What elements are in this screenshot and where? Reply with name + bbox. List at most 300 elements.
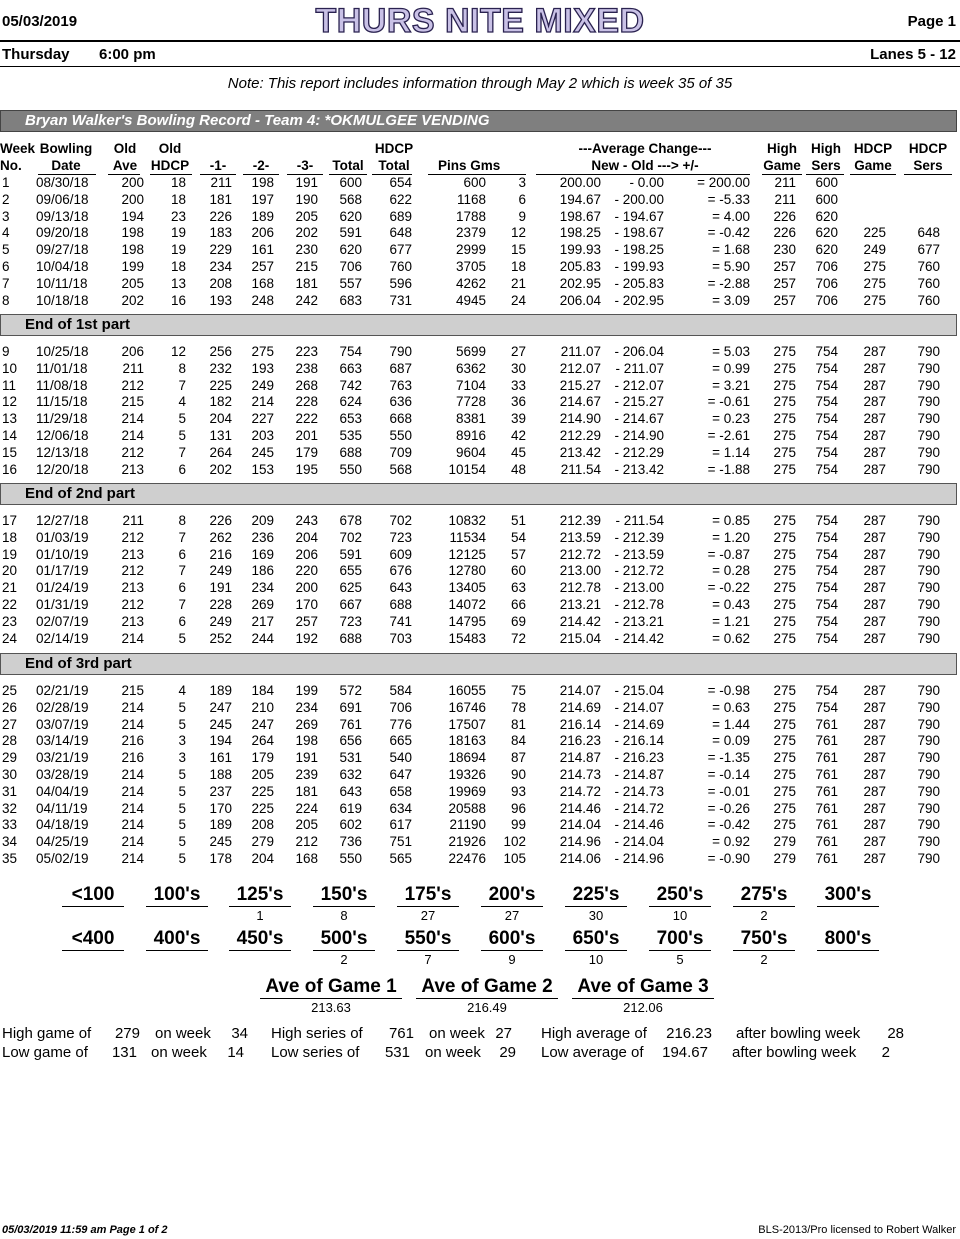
cell-old-ave-chg: - 214.04 — [614, 834, 664, 850]
cell-total: 572 — [339, 683, 362, 698]
cell-game1: 245 — [209, 716, 232, 732]
cell-week: 4 — [2, 225, 10, 241]
cell-new-ave: 214.90 — [559, 411, 601, 427]
cell-high-sers: 620 — [815, 242, 838, 258]
subheader-rule — [0, 66, 960, 67]
cell-hdcp-game: 287 — [863, 344, 886, 359]
part-label: End of 2nd part — [25, 485, 135, 502]
col-head-hdcp_total-2: Total — [378, 158, 410, 173]
col-head-hdcp_game-2: Game — [854, 158, 892, 173]
cell-hdcp-game: 275 — [863, 292, 886, 308]
cell-old-ave: 214 — [121, 699, 144, 715]
cell-hdcp-sers: 790 — [917, 716, 940, 732]
cell-hdcp-sers: 790 — [917, 834, 940, 850]
cell-games: 39 — [510, 411, 526, 427]
cell-games: 42 — [510, 428, 526, 443]
cell-game1: 131 — [209, 428, 232, 443]
cell-hdcp-game: 287 — [863, 546, 886, 562]
cell-hdcp-sers: 790 — [917, 783, 940, 799]
cell-old-ave: 212 — [121, 529, 144, 545]
cell-date: 01/24/19 — [36, 580, 89, 596]
cell-high-sers: 754 — [815, 344, 838, 359]
cell-old-ave-chg: - 211.54 — [615, 513, 664, 528]
cell-new-ave: 206.04 — [559, 292, 601, 308]
series-bin-label: 750's — [740, 928, 788, 949]
cell-ave-delta: = -0.22 — [707, 580, 750, 596]
stat-low-average-label: Low average of — [541, 1044, 644, 1061]
stat-low-average-week-label: after bowling week — [732, 1044, 857, 1061]
game-bin-count: 8 — [340, 908, 348, 923]
cell-week: 8 — [2, 292, 10, 308]
cell-hdcp-game: 275 — [863, 259, 886, 274]
cell-high-sers: 754 — [815, 699, 838, 715]
cell-old-hdcp: 3 — [178, 750, 186, 766]
cell-old-ave-chg: - 211.07 — [615, 360, 664, 376]
cell-ave-delta: = -0.90 — [707, 851, 750, 866]
cell-pins: 10154 — [448, 461, 486, 477]
cell-total: 625 — [339, 580, 362, 596]
cell-new-ave: 194.67 — [559, 191, 601, 207]
cell-game1: 225 — [209, 377, 232, 393]
cell-games: 15 — [510, 242, 526, 258]
cell-total: 663 — [339, 360, 362, 376]
cell-game3: 205 — [295, 817, 318, 833]
cell-high-sers: 620 — [815, 225, 838, 241]
stat-high-series-week: 27 — [495, 1025, 512, 1042]
game-bin-underline — [313, 906, 375, 907]
cell-high-sers: 754 — [815, 683, 838, 698]
cell-game1: 249 — [209, 613, 232, 629]
cell-date: 12/27/18 — [36, 513, 89, 528]
cell-ave-delta: = 3.21 — [712, 377, 750, 393]
cell-game2: 197 — [251, 191, 274, 207]
game-bin-underline — [565, 906, 627, 907]
cell-games: 12 — [510, 225, 526, 241]
cell-game1: 211 — [210, 175, 232, 190]
table-row — [0, 750, 960, 766]
cell-date: 10/25/18 — [36, 344, 89, 359]
cell-week: 20 — [2, 563, 18, 579]
cell-total: 691 — [339, 699, 362, 715]
cell-old-ave-chg: - 214.96 — [614, 851, 664, 866]
cell-new-ave: 212.07 — [559, 360, 601, 376]
cell-hdcp-sers: 790 — [917, 817, 940, 833]
cell-pins: 600 — [463, 175, 486, 190]
cell-game2: 225 — [251, 800, 274, 816]
stat-low-game-label: Low game of — [2, 1044, 88, 1061]
cell-game1: 249 — [209, 563, 232, 579]
cell-games: 78 — [510, 699, 526, 715]
cell-old-ave-chg: - 214.73 — [614, 783, 664, 799]
cell-old-hdcp: 5 — [178, 800, 186, 816]
cell-date: 12/20/18 — [36, 461, 89, 477]
cell-date: 03/21/19 — [36, 750, 89, 766]
cell-old-hdcp: 4 — [178, 394, 186, 410]
stat-low-series-week-label: on week — [425, 1044, 481, 1061]
cell-old-ave: 215 — [121, 683, 144, 698]
table-row — [0, 175, 960, 191]
cell-pins: 18694 — [448, 750, 486, 766]
stat-low-series-week: 29 — [499, 1044, 516, 1061]
game-bin-label: 175's — [404, 884, 452, 905]
game-bin-count: 1 — [256, 908, 264, 923]
table-row — [0, 225, 960, 241]
cell-new-ave: 214.73 — [559, 767, 601, 782]
cell-old-hdcp: 7 — [178, 563, 186, 579]
cell-game2: 245 — [251, 444, 274, 460]
cell-old-ave-chg: - 0.00 — [629, 175, 664, 190]
cell-hdcp-game: 287 — [863, 360, 886, 376]
cell-game2: 264 — [251, 733, 274, 749]
cell-old-ave: 213 — [121, 580, 144, 596]
cell-game2: 206 — [251, 225, 274, 241]
cell-hdcp-total: 702 — [389, 513, 412, 528]
cell-new-ave: 214.07 — [559, 683, 601, 698]
cell-pins: 10832 — [448, 513, 486, 528]
game-bin-label: 200's — [488, 884, 536, 905]
cell-old-hdcp: 18 — [170, 175, 186, 190]
cell-old-ave-chg: - 212.39 — [614, 529, 664, 545]
cell-week: 12 — [2, 394, 18, 410]
cell-pins: 8381 — [455, 411, 486, 427]
cell-old-ave-chg: - 212.29 — [614, 444, 664, 460]
cell-game1: 234 — [209, 259, 232, 274]
cell-games: 63 — [510, 580, 526, 596]
series-bin-count: 10 — [588, 952, 604, 967]
cell-old-ave: 200 — [121, 175, 144, 190]
cell-game3: 215 — [295, 259, 318, 274]
cell-game3: 239 — [295, 767, 318, 782]
cell-high-game: 275 — [773, 529, 796, 545]
cell-high-game: 257 — [773, 259, 796, 274]
cell-high-sers: 620 — [815, 208, 838, 224]
cell-pins: 8916 — [455, 428, 486, 443]
cell-old-hdcp: 5 — [178, 699, 186, 715]
cell-new-ave: 214.06 — [559, 851, 601, 866]
cell-date: 03/07/19 — [36, 716, 89, 732]
game-bin-count: 10 — [672, 908, 688, 923]
game-bin-count: 27 — [504, 908, 520, 923]
cell-ave-delta: = 0.62 — [712, 630, 750, 646]
cell-high-sers: 761 — [815, 817, 838, 833]
footer-timestamp: 05/03/2019 11:59 am Page 1 of 2 — [2, 1224, 168, 1236]
cell-new-ave: 211.07 — [560, 344, 601, 359]
cell-high-game: 275 — [773, 800, 796, 816]
cell-hdcp-total: 709 — [389, 444, 412, 460]
cell-game2: 210 — [251, 699, 274, 715]
cell-old-hdcp: 6 — [178, 613, 186, 629]
cell-games: 66 — [510, 597, 526, 612]
cell-hdcp-game: 287 — [863, 444, 886, 460]
cell-new-ave: 213.00 — [559, 563, 601, 579]
cell-games: 96 — [510, 800, 526, 816]
cell-old-ave-chg: - 214.69 — [614, 716, 664, 732]
stat-high-game-label: High game of — [2, 1025, 92, 1042]
cell-game3: 200 — [295, 580, 318, 596]
cell-game3: 190 — [295, 191, 318, 207]
cell-ave-delta: = 1.21 — [712, 613, 750, 629]
game-bin-underline — [397, 906, 459, 907]
cell-new-ave: 212.29 — [559, 428, 601, 443]
cell-date: 04/25/19 — [36, 834, 89, 850]
cell-game3: 205 — [295, 208, 318, 224]
cell-game2: 247 — [251, 716, 274, 732]
cell-ave-delta: = -0.87 — [707, 546, 750, 562]
cell-old-hdcp: 5 — [178, 428, 186, 443]
cell-high-game: 275 — [773, 546, 796, 562]
cell-high-sers: 761 — [815, 767, 838, 782]
cell-old-ave-chg: - 213.59 — [614, 546, 664, 562]
cell-games: 87 — [510, 750, 526, 766]
cell-game2: 279 — [251, 834, 274, 850]
cell-games: 102 — [503, 834, 526, 850]
cell-total: 736 — [339, 834, 362, 850]
cell-high-game: 275 — [773, 394, 796, 410]
cell-game1: 245 — [209, 834, 232, 850]
cell-old-ave: 214 — [121, 428, 144, 443]
cell-old-ave: 214 — [121, 800, 144, 816]
cell-high-game: 275 — [773, 750, 796, 766]
cell-total: 624 — [339, 394, 362, 410]
league-lanes: Lanes 5 - 12 — [870, 46, 956, 63]
cell-ave-delta: = -0.01 — [707, 783, 750, 799]
stat-high-series-value: 761 — [388, 1025, 414, 1042]
cell-high-game: 230 — [773, 242, 796, 258]
cell-game2: 193 — [251, 360, 274, 376]
cell-high-sers: 761 — [815, 716, 838, 732]
cell-hdcp-sers: 790 — [917, 733, 940, 749]
cell-game1: 232 — [209, 360, 232, 376]
cell-old-ave-chg: - 205.83 — [614, 275, 664, 291]
cell-high-sers: 754 — [815, 461, 838, 477]
cell-hdcp-total: 668 — [389, 411, 412, 427]
cell-old-hdcp: 7 — [178, 597, 186, 612]
cell-date: 03/28/19 — [36, 767, 89, 782]
cell-hdcp-game: 249 — [863, 242, 886, 258]
cell-ave-delta: = 0.43 — [712, 597, 750, 612]
col-head-high_game-1: High — [767, 141, 797, 156]
cell-high-sers: 754 — [815, 546, 838, 562]
cell-old-ave: 216 — [121, 750, 144, 766]
cell-new-ave: 215.04 — [559, 630, 601, 646]
cell-games: 30 — [510, 360, 526, 376]
cell-game2: 184 — [251, 683, 274, 698]
cell-old-hdcp: 7 — [178, 444, 186, 460]
cell-hdcp-total: 731 — [389, 292, 412, 308]
report-date: 05/03/2019 — [2, 13, 78, 30]
col-head-total: Total — [332, 158, 364, 173]
cell-total: 761 — [339, 716, 362, 732]
cell-hdcp-game: 225 — [863, 225, 886, 241]
cell-total: 656 — [339, 733, 362, 749]
stat-low-game-week-label: on week — [151, 1044, 207, 1061]
table-row — [0, 293, 960, 309]
col-head-old_ave-2: Ave — [112, 158, 138, 173]
cell-games: 27 — [510, 344, 526, 359]
cell-new-ave: 205.83 — [559, 259, 601, 274]
cell-high-game: 275 — [773, 360, 796, 376]
cell-game1: 170 — [209, 800, 232, 816]
col-head-avg-change-1: ---Average Change--- — [578, 141, 712, 156]
cell-date: 11/29/18 — [36, 411, 88, 427]
game-average-underline — [260, 998, 402, 999]
cell-game1: 183 — [209, 225, 232, 241]
game-bin-underline — [146, 906, 208, 907]
cell-new-ave: 212.39 — [559, 513, 601, 528]
series-bin-label: 600's — [488, 928, 536, 949]
cell-hdcp-total: 763 — [389, 377, 412, 393]
table-row — [0, 445, 960, 461]
cell-old-hdcp: 5 — [178, 783, 186, 799]
cell-hdcp-sers: 790 — [917, 360, 940, 376]
cell-old-hdcp: 7 — [178, 377, 186, 393]
cell-games: 99 — [510, 817, 526, 833]
cell-pins: 3705 — [455, 259, 486, 274]
game-bin-underline — [733, 906, 795, 907]
table-row — [0, 733, 960, 749]
cell-hdcp-sers: 790 — [917, 613, 940, 629]
cell-game1: 229 — [209, 242, 232, 258]
cell-new-ave: 214.87 — [559, 750, 601, 766]
stat-high-average-value: 216.23 — [666, 1025, 712, 1042]
table-row — [0, 209, 960, 225]
table-row — [0, 801, 960, 817]
cell-game1: 226 — [209, 208, 232, 224]
game-bin-count: 27 — [420, 908, 436, 923]
cell-pins: 13405 — [448, 580, 486, 596]
cell-ave-delta: = -0.42 — [707, 225, 750, 241]
table-row — [0, 683, 960, 699]
cell-high-sers: 754 — [815, 563, 838, 579]
game-bin-label: <100 — [71, 884, 115, 905]
cell-high-game: 275 — [773, 580, 796, 596]
cell-high-sers: 754 — [815, 377, 838, 393]
cell-hdcp-game: 275 — [863, 275, 886, 291]
cell-new-ave: 200.00 — [559, 175, 601, 190]
cell-high-sers: 600 — [815, 175, 838, 190]
cell-week: 11 — [2, 377, 17, 393]
cell-old-ave-chg: - 214.42 — [614, 630, 664, 646]
cell-total: 557 — [339, 275, 362, 291]
cell-hdcp-total: 565 — [389, 851, 412, 866]
series-bin-label: 800's — [824, 928, 872, 949]
cell-hdcp-game: 287 — [863, 699, 886, 715]
page-number: Page 1 — [907, 13, 956, 30]
cell-high-sers: 761 — [815, 834, 838, 850]
game-bin-underline — [649, 906, 711, 907]
game-bin-label: 300's — [824, 884, 872, 905]
cell-old-ave-chg: - 214.07 — [614, 699, 664, 715]
cell-date: 01/17/19 — [36, 563, 89, 579]
cell-game3: 268 — [295, 377, 318, 393]
cell-old-ave: 212 — [121, 563, 144, 579]
cell-high-game: 275 — [773, 411, 796, 427]
part-label: End of 1st part — [25, 316, 131, 333]
footer-license: BLS-2013/Pro licensed to Robert Walker — [758, 1224, 956, 1236]
cell-game3: 238 — [295, 360, 318, 376]
cell-hdcp-sers: 760 — [917, 259, 940, 274]
cell-game3: 206 — [295, 546, 318, 562]
cell-pins: 21926 — [448, 834, 486, 850]
cell-new-ave: 214.67 — [559, 394, 601, 410]
cell-new-ave: 211.54 — [560, 461, 601, 477]
cell-hdcp-total: 687 — [389, 360, 412, 376]
cell-pins: 6362 — [455, 360, 486, 376]
cell-game3: 192 — [295, 630, 318, 646]
cell-hdcp-total: 677 — [389, 242, 412, 258]
cell-hdcp-total: 658 — [389, 783, 412, 799]
cell-hdcp-total: 550 — [389, 428, 412, 443]
cell-games: 57 — [510, 546, 526, 562]
stat-high-series-week-label: on week — [429, 1025, 485, 1042]
cell-old-ave-chg: - 212.07 — [614, 377, 664, 393]
cell-week: 5 — [2, 242, 10, 258]
cell-old-ave: 214 — [121, 716, 144, 732]
cell-total: 600 — [339, 175, 362, 190]
cell-hdcp-total: 665 — [389, 733, 412, 749]
cell-hdcp-game: 287 — [863, 428, 886, 443]
cell-new-ave: 212.78 — [559, 580, 601, 596]
cell-old-ave: 202 — [121, 292, 144, 308]
col-head-hdcp_total-1: HDCP — [374, 141, 414, 156]
cell-date: 11/01/18 — [36, 360, 88, 376]
cell-old-hdcp: 13 — [170, 275, 186, 291]
part-separator — [0, 653, 957, 675]
cell-old-ave: 205 — [121, 275, 144, 291]
cell-date: 04/04/19 — [36, 783, 89, 799]
cell-date: 09/06/18 — [36, 191, 89, 207]
col-head-hdcp_game-1: HDCP — [853, 141, 893, 156]
cell-old-ave: 214 — [121, 767, 144, 782]
part-label: End of 3rd part — [25, 655, 132, 672]
cell-old-ave-chg: - 200.00 — [614, 191, 664, 207]
cell-total: 678 — [339, 513, 362, 528]
cell-pins: 22476 — [448, 851, 486, 866]
table-row — [0, 344, 960, 360]
cell-hdcp-total: 648 — [389, 225, 412, 241]
cell-high-sers: 600 — [815, 191, 838, 207]
cell-game1: 181 — [209, 191, 232, 207]
cell-old-ave-chg: - 215.27 — [614, 394, 664, 410]
cell-high-sers: 761 — [815, 783, 838, 799]
table-row — [0, 700, 960, 716]
cell-pins: 5699 — [455, 344, 486, 359]
cell-game2: 198 — [251, 175, 274, 190]
table-row — [0, 597, 960, 613]
cell-old-hdcp: 23 — [170, 208, 186, 224]
cell-game1: 161 — [209, 750, 232, 766]
series-bin-label: 550's — [404, 928, 452, 949]
cell-total: 683 — [339, 292, 362, 308]
cell-old-hdcp: 18 — [170, 259, 186, 274]
cell-total: 550 — [339, 461, 362, 477]
stat-high-game-week-label: on week — [155, 1025, 211, 1042]
cell-high-game: 275 — [773, 630, 796, 646]
cell-hdcp-total: 723 — [389, 529, 412, 545]
cell-old-hdcp: 8 — [178, 513, 186, 528]
cell-games: 36 — [510, 394, 526, 410]
cell-high-sers: 706 — [815, 259, 838, 274]
cell-week: 7 — [2, 275, 10, 291]
table-row — [0, 530, 960, 546]
cell-high-sers: 754 — [815, 529, 838, 545]
cell-hdcp-sers: 790 — [917, 750, 940, 766]
stat-low-series-value: 531 — [384, 1044, 410, 1061]
cell-date: 01/10/19 — [36, 546, 89, 562]
cell-hdcp-game: 287 — [863, 817, 886, 833]
league-time: 6:00 pm — [99, 46, 156, 63]
cell-games: 72 — [510, 630, 526, 646]
